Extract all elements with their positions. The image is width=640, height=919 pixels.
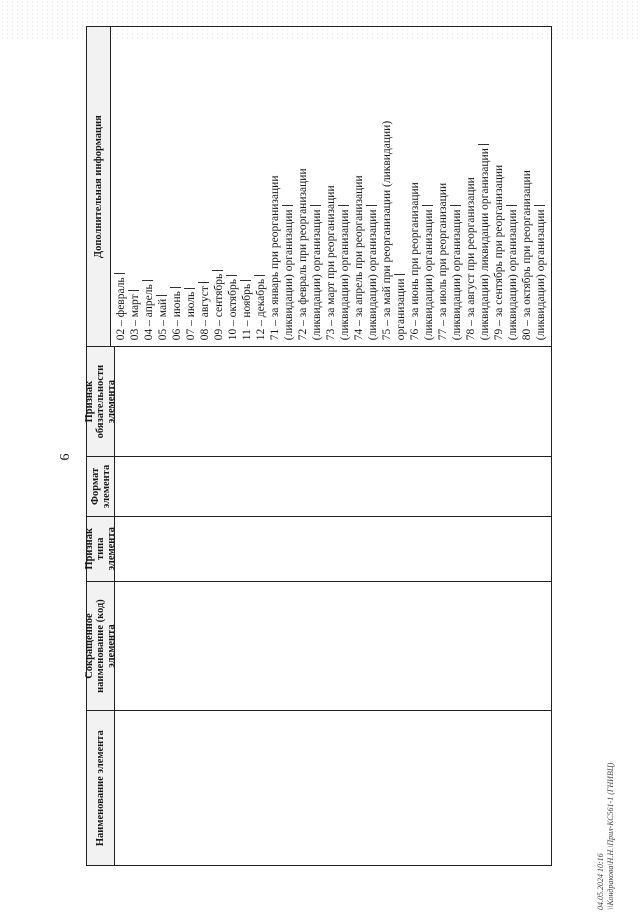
continuation-mark (240, 280, 251, 281)
continuation-mark (534, 205, 545, 206)
document-footer (596, 700, 616, 910)
info-list-item (226, 33, 240, 340)
info-list-item (268, 33, 282, 340)
info-item-text: (ликвидации) ликвидации организации (479, 148, 491, 341)
info-item-text: 73 – за март при реорганизации (325, 185, 337, 341)
info-item-text: (ликвидации) организации (311, 209, 323, 341)
continuation-mark (198, 282, 209, 283)
info-list-item (128, 33, 142, 340)
info-item-text: (ликвидации) организации (339, 209, 351, 341)
info-list-item (282, 33, 296, 340)
info-list-item (506, 33, 520, 340)
info-list-item (464, 33, 478, 340)
info-list-item (142, 33, 156, 340)
info-item-text: 04 – апрель (143, 284, 155, 341)
info-item-text: 06 – июнь (171, 291, 183, 341)
info-item-text: 02 – февраль (115, 277, 127, 341)
info-list-item (394, 33, 408, 340)
info-list-item (366, 33, 380, 340)
info-item-text: 74 – за апрель при реорганизации (353, 175, 365, 341)
info-list-item (422, 33, 436, 340)
info-list-item (380, 33, 394, 340)
info-item-text: 78 – за август при реорганизации (465, 177, 477, 341)
continuation-mark (338, 205, 349, 206)
info-list-item (170, 33, 184, 340)
continuation-mark (478, 144, 489, 145)
info-item-text: 11 – ноябрь (241, 283, 253, 341)
info-item-text: 12 – декабрь (255, 278, 267, 341)
info-list-item (184, 33, 198, 340)
info-list-item (352, 33, 366, 340)
header-short-name: Сокращенное наименование (код) элемента (87, 582, 115, 711)
info-list-item (240, 33, 254, 340)
continuation-mark (310, 205, 321, 206)
info-item-text: 71 – за январь при реорганизации (269, 175, 281, 341)
info-item-text: 09 – сентябрь (213, 273, 225, 341)
continuation-mark (114, 273, 125, 274)
footer-timestamp: 04.05.2024 10:16 (596, 853, 605, 910)
continuation-mark (142, 280, 153, 281)
continuation-mark (254, 275, 265, 276)
cell-format (115, 457, 551, 516)
info-list-item (534, 33, 548, 340)
footer-path: \\Кондракова\Н.Н.\Прил-КС561-1 (ГНИВЦ) (606, 762, 615, 910)
info-item-text: (ликвидации) организации (535, 209, 547, 341)
info-item-text: (ликвидации) организации (507, 209, 519, 341)
info-list-item (198, 33, 212, 340)
cell-name (115, 711, 551, 865)
info-item-text: 76 – за июнь при реорганизации (409, 182, 421, 341)
continuation-mark (156, 295, 167, 296)
info-list-item (492, 33, 506, 340)
info-list-item (254, 33, 268, 340)
info-item-text: (ликвидации) организации (367, 209, 379, 341)
info-item-text: (ликвидации) организации (451, 209, 463, 341)
info-item-text: 05 – май (157, 298, 169, 341)
continuation-mark (212, 270, 223, 271)
info-item-text: 08 – август (199, 286, 211, 341)
info-item-text: 75 – за май при реорганизации (ликвидации) (381, 120, 393, 341)
continuation-mark (506, 205, 517, 206)
info-list-item (156, 33, 170, 340)
continuation-mark (184, 288, 195, 289)
header-info: Дополнительная информация (87, 27, 111, 346)
table-container (86, 26, 552, 866)
continuation-mark (422, 205, 433, 206)
info-list-item (114, 33, 128, 340)
info-list-item (324, 33, 338, 340)
page-number: 6 (58, 453, 73, 461)
info-item-text: (ликвидации) организации (283, 209, 295, 341)
column-required (84, 346, 551, 456)
info-item-text: 03 – март (129, 294, 141, 341)
info-list-item (338, 33, 352, 340)
info-list-item (478, 33, 492, 340)
cell-required (115, 347, 551, 456)
cell-type (115, 517, 551, 581)
continuation-mark (450, 205, 461, 206)
continuation-mark (128, 290, 139, 291)
info-list-item (520, 33, 534, 340)
info-list-item (450, 33, 464, 340)
info-item-text: 10 – октябрь (227, 279, 239, 341)
info-list-item (212, 33, 226, 340)
info-list-item (296, 33, 310, 340)
cell-short-name (115, 582, 551, 711)
cell-info (111, 27, 551, 346)
header-name: Наименование элемента (87, 711, 115, 865)
column-short-name (84, 581, 551, 711)
header-format: Формат элемента (87, 457, 115, 516)
info-item-text: 77 – за июль при реорганизации (437, 182, 449, 341)
info-item-text: (ликвидации) организации (423, 209, 435, 341)
info-list-item (408, 33, 422, 340)
column-info (87, 27, 551, 346)
info-item-text: 07 – июль (185, 291, 197, 341)
column-name (87, 710, 551, 865)
info-item-text: 79 – за сентябрь при реорганизации (493, 164, 505, 341)
header-required: Признак обязательности элемента (87, 347, 115, 456)
header-type: Признак типа элемента (87, 517, 115, 581)
elements-table (86, 26, 552, 866)
info-item-text: 72 – за февраль при реорганизации (297, 168, 309, 341)
info-item-text: организации (395, 278, 407, 341)
info-list (111, 27, 551, 346)
info-list-item (436, 33, 450, 340)
continuation-mark (170, 287, 181, 288)
info-item-text: 80 – за октябрь при реорганизации (521, 170, 533, 341)
column-format (87, 456, 551, 516)
column-type (84, 516, 551, 581)
continuation-mark (394, 275, 405, 276)
continuation-mark (366, 205, 377, 206)
continuation-mark (226, 275, 237, 276)
info-list-item (310, 33, 324, 340)
continuation-mark (282, 205, 293, 206)
